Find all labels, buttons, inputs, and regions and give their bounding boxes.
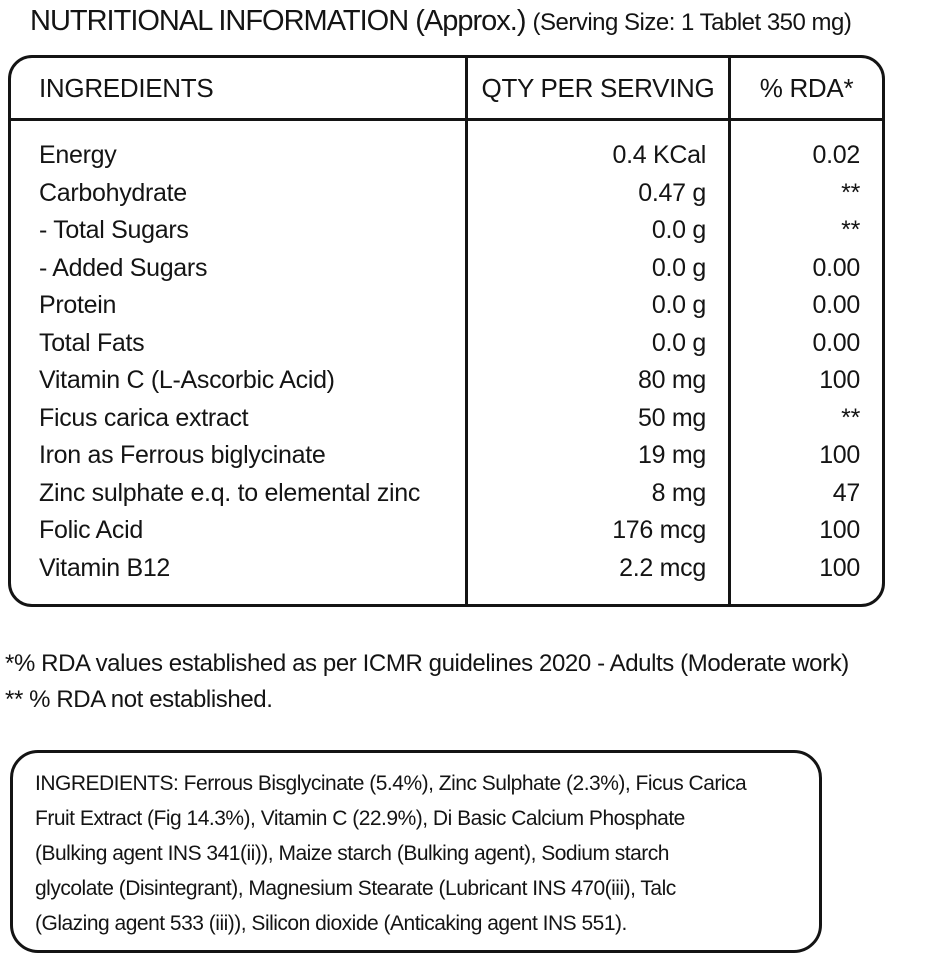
qty-column-rows: [468, 121, 728, 587]
row-rda-value: 100: [819, 516, 860, 544]
title-main: NUTRITIONAL INFORMATION (Approx.): [30, 5, 526, 37]
qty-column: [468, 58, 731, 604]
col-header-qty-per-serving: QTY PER SERVING: [468, 58, 728, 121]
row-rda-value: 100: [819, 441, 860, 469]
row-rda-value: 0.00: [812, 328, 860, 357]
ingredients-box: [10, 750, 822, 953]
row-rda-value: 0.00: [812, 253, 860, 282]
rda-footnotes: [5, 646, 849, 718]
ingredients-text-line: glycolate (Disintegrant), Magnesium Stearate (Lubricant INS 470(iii), Talc: [35, 877, 676, 900]
col-header-rda: % RDA*: [731, 58, 882, 121]
row-qty-value: 0.47 g: [638, 178, 706, 207]
row-qty-value: 8 mg: [651, 478, 706, 507]
row-ingredient-name: - Total Sugars: [39, 216, 189, 244]
row-ingredient-name: Vitamin C (L-Ascorbic Acid): [39, 366, 335, 394]
row-ingredient-name: Vitamin B12: [39, 553, 171, 582]
row-rda-value: **: [841, 178, 860, 207]
row-qty-value: 0.0 g: [651, 216, 706, 244]
row-rda-value: 0.02: [812, 141, 860, 169]
ingredients-text-line: (Glazing agent 533 (iii)), Silicon dioxide (Anticaking agent INS 551).: [35, 912, 627, 935]
row-rda-value: 100: [819, 366, 860, 394]
row-rda-value: **: [841, 216, 860, 244]
rda-column: [731, 58, 882, 604]
row-qty-value: 176 mcg: [612, 516, 706, 544]
col-header-ingredients: INGREDIENTS: [11, 58, 465, 121]
row-rda-value: **: [841, 403, 860, 432]
row-ingredient-name: Total Fats: [39, 328, 145, 357]
row-qty-value: 19 mg: [638, 441, 706, 469]
row-qty-value: 0.4 KCal: [612, 141, 706, 169]
row-qty-value: 0.0 g: [651, 328, 706, 357]
footnote-rda-established: *% RDA values established as per ICMR guidelines 2020 - Adults (Moderate work): [5, 650, 849, 677]
row-ingredient-name: Ficus carica extract: [39, 403, 249, 432]
row-ingredient-name: - Added Sugars: [39, 253, 208, 282]
ingredients-text-line: INGREDIENTS: Ferrous Bisglycinate (5.4%), Zinc Sulphate (2.3%), Ficus Carica: [35, 772, 747, 795]
nutrition-table: [8, 55, 885, 607]
row-rda-value: 100: [819, 553, 860, 582]
row-ingredient-name: Energy: [39, 141, 117, 169]
ingredients-text-line: Fruit Extract (Fig 14.3%), Vitamin C (22.9%), Di Basic Calcium Phosphate: [35, 807, 685, 830]
row-ingredient-name: Zinc sulphate e.q. to elemental zinc: [39, 478, 421, 507]
row-ingredient-name: Carbohydrate: [39, 178, 187, 207]
row-qty-value: 0.0 g: [651, 253, 706, 282]
row-qty-value: 50 mg: [638, 403, 706, 432]
row-qty-value: 80 mg: [638, 366, 706, 394]
row-rda-value: 0.00: [812, 291, 860, 319]
row-qty-value: 2.2 mcg: [619, 553, 706, 582]
ingredients-text: [35, 766, 801, 941]
row-qty-value: 0.0 g: [651, 291, 706, 319]
ingredients-text-line: (Bulking agent INS 341(ii)), Maize starch (Bulking agent), Sodium starch: [35, 842, 669, 865]
rda-column-rows: [731, 121, 882, 587]
footnote-rda-not-established: ** % RDA not established.: [5, 686, 273, 713]
title-serving-size: (Serving Size: 1 Tablet 350 mg): [532, 9, 852, 36]
ingredients-column: [11, 58, 468, 604]
row-ingredient-name: Protein: [39, 291, 117, 319]
row-rda-value: 47: [832, 478, 860, 507]
row-ingredient-name: Folic Acid: [39, 516, 143, 544]
ingredients-column-rows: [11, 121, 465, 587]
row-ingredient-name: Iron as Ferrous biglycinate: [39, 441, 326, 469]
page-title: [30, 1, 851, 41]
